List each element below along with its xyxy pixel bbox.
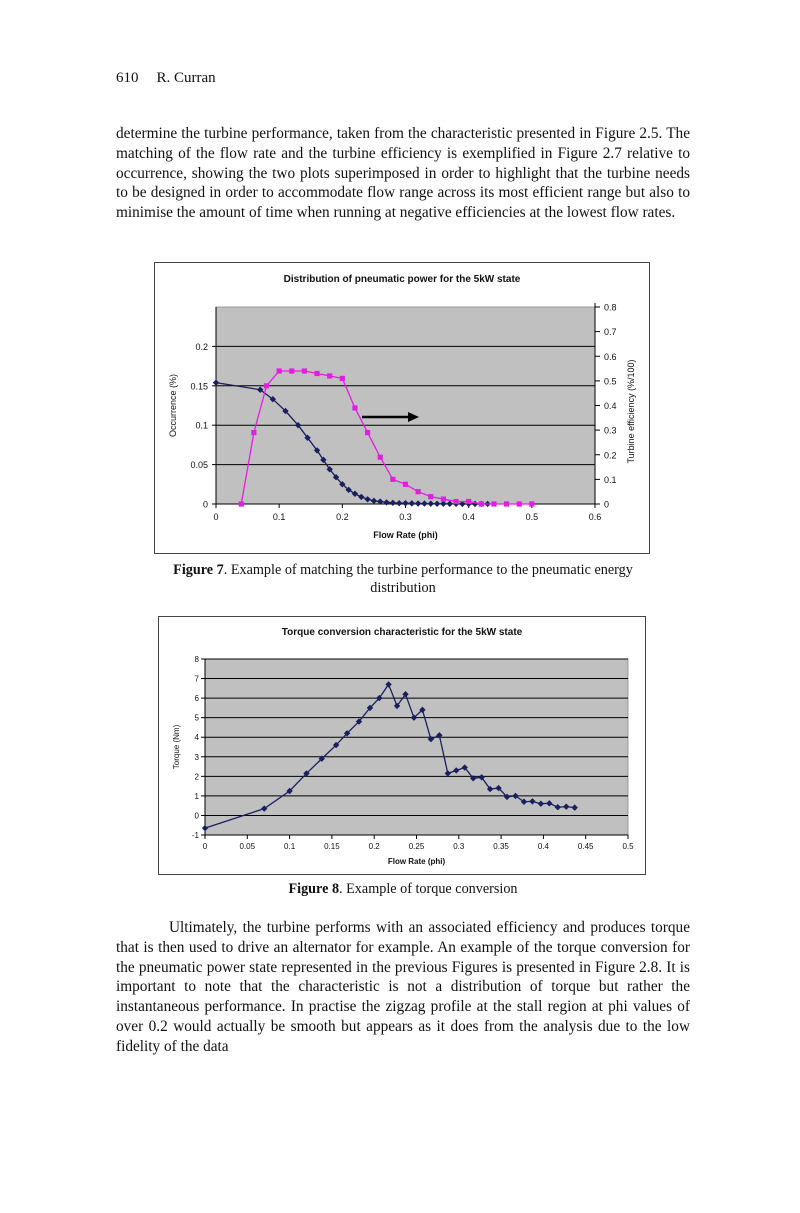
y-tick-label: 0.05 [190, 460, 208, 471]
chart-title: Distribution of pneumatic power for the 5kW state [283, 274, 521, 285]
figure-8-label: Figure 8 [288, 881, 340, 897]
y2-tick-label: 0.8 [604, 302, 617, 313]
figure-8-caption-text: . Example of torque conversion [339, 881, 518, 897]
y-tick-label: 4 [194, 733, 199, 743]
x-tick-label: 0.1 [284, 842, 296, 851]
x-tick-label: 0.2 [368, 842, 380, 851]
data-point [453, 499, 458, 504]
data-point [378, 455, 383, 460]
y2-tick-label: 0 [604, 499, 610, 510]
x-tick-label: 0.35 [493, 842, 509, 851]
figure-7-caption [140, 561, 666, 597]
data-point [529, 501, 534, 506]
data-point [327, 373, 332, 378]
y-tick-label: 2 [194, 772, 199, 782]
x-tick-label: 0.1 [272, 512, 286, 522]
x-tick-label: 0.3 [453, 842, 465, 851]
x-tick-label: 0.4 [462, 512, 475, 522]
y2-tick-label: 0.1 [604, 474, 617, 485]
y-axis-label: Occurrence (%) [168, 373, 178, 438]
x-tick-label: 0.05 [239, 842, 256, 851]
y2-tick-label: 0.2 [604, 450, 617, 461]
y-tick-label: -1 [191, 831, 199, 840]
data-point [352, 405, 357, 410]
y-axis-label: Torque (Nm) [172, 724, 181, 770]
data-point [314, 371, 319, 376]
figure-7-caption-text: . Example of matching the turbine performance to the pneumatic energy distribution [223, 562, 633, 596]
page-number: 610 [116, 70, 139, 86]
y-tick-label: 1 [194, 791, 199, 801]
figure-7-label: Figure 7 [173, 562, 224, 578]
running-head [116, 70, 216, 87]
data-point [277, 368, 282, 373]
data-point [479, 501, 484, 506]
torque-chart [159, 617, 645, 874]
y-tick-label: 6 [194, 694, 199, 704]
x-tick-label: 0.6 [588, 512, 602, 522]
x-tick-label: 0.25 [408, 842, 425, 851]
plot-area [205, 659, 628, 835]
y-tick-label: 0.15 [190, 381, 208, 392]
plot-area [216, 307, 595, 504]
y-tick-label: 5 [194, 713, 199, 723]
data-point [466, 499, 471, 504]
y2-tick-label: 0.7 [604, 327, 617, 338]
y2-axis-label: Turbine efficiency (%/100) [626, 359, 636, 464]
data-point [239, 501, 244, 506]
y-tick-label: 3 [194, 752, 199, 762]
data-point [251, 430, 256, 435]
y-tick-label: 0.1 [195, 420, 208, 431]
data-point [428, 494, 433, 499]
y-tick-label: 0.2 [195, 341, 208, 352]
body-paragraph-1: determine the turbine performance, taken from the characteristic presented in Figure 2.5. The matching of the flow rate and the turbine efficiency is exemplified in Figure 2.7 relative to occurrence, showing the two plots superimposed in order to highlight that the turbine needs to be designed in order to accommodate flow range across its most efficient range but also to minimise the amount of time when running at negative efficiencies at the lowest flow rates. [116, 125, 690, 222]
y-tick-label: 0 [194, 811, 199, 821]
figure-8-chart [158, 616, 646, 875]
y2-tick-label: 0.6 [604, 351, 617, 362]
x-axis-label: Flow Rate (phi) [387, 857, 446, 866]
data-point [390, 477, 395, 482]
data-point [491, 501, 496, 506]
body-paragraph-2: Ultimately, the turbine performs with an associated efficiency and produces torque that is then used to drive an alternator for example. An example of the torque conversion for the pneumatic power state represented in the previous Figures is presented in Figure 2.8. It is important to note that the characteristic is not a distribution of torque but rather the instantaneous performance. In practise the zigzag profile at the stall region at phi values of over 0.2 would actually be smooth but appears as it does from the analysis due to the low fidelity of the data [116, 919, 690, 1055]
data-point [517, 501, 522, 506]
data-point [416, 489, 421, 494]
data-point [264, 383, 269, 388]
y2-tick-label: 0.3 [604, 425, 617, 436]
x-axis-label: Flow Rate (phi) [373, 530, 438, 540]
chart-title: Torque conversion characteristic for the 5kW state [281, 627, 523, 638]
data-point [441, 496, 446, 501]
figure-8-caption [160, 880, 646, 898]
y2-tick-label: 0.4 [604, 401, 617, 411]
y-tick-label: 7 [194, 674, 199, 684]
y-tick-label: 0 [202, 499, 208, 510]
x-tick-label: 0.4 [537, 842, 549, 851]
data-point [340, 376, 345, 381]
author-name: R. Curran [156, 70, 216, 86]
x-tick-label: 0.5 [622, 842, 634, 851]
data-point [302, 368, 307, 373]
x-tick-label: 0.5 [525, 512, 539, 522]
figure-7-chart [154, 262, 650, 554]
x-tick-label: 0.2 [336, 512, 349, 522]
x-tick-label: 0 [213, 512, 219, 522]
data-point [365, 430, 370, 435]
x-tick-label: 0.15 [324, 842, 340, 851]
x-tick-label: 0.3 [399, 512, 412, 522]
x-tick-label: 0.45 [577, 842, 594, 851]
y2-tick-label: 0.5 [604, 376, 617, 387]
data-point [289, 368, 294, 373]
data-point [504, 501, 509, 506]
occurrence-efficiency-chart [155, 263, 649, 553]
data-point [403, 482, 408, 487]
x-tick-label: 0 [202, 842, 208, 851]
y-tick-label: 8 [194, 655, 199, 664]
